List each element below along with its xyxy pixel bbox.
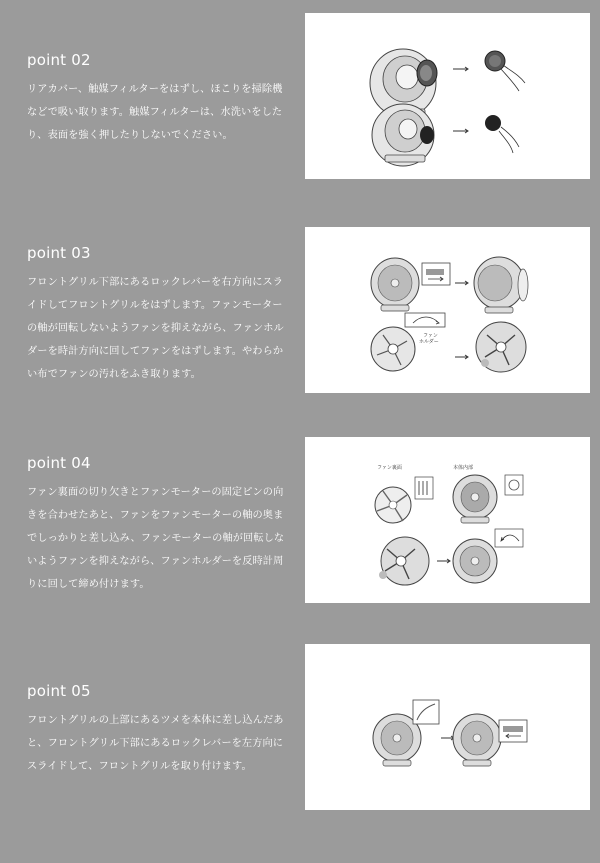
fan-back-label: ファン裏面 bbox=[377, 465, 402, 471]
grill-removed-illustration bbox=[474, 257, 528, 313]
point-04-illustration bbox=[305, 437, 590, 603]
fan-insert-illustration bbox=[379, 537, 429, 585]
fan-wipe-illustration bbox=[476, 322, 526, 372]
fan-filter-removed-illustration bbox=[372, 104, 434, 166]
motor-inside-illustration bbox=[453, 475, 523, 523]
point-description: フロントグリルの上部にあるツメを本体に差し込んだあ と、フロントグリル下部にあるロックレバーを左方向に スライドして、フロントグリルを取り付けます。 bbox=[27, 715, 284, 772]
grill-locked-illustration bbox=[453, 714, 527, 766]
front-grill-fan-illustration bbox=[371, 258, 419, 311]
point-description: リアカバー、触媒フィルターをはずし、ほこりを掃除機 などで吸い取ります。触媒フィルターは、水洗いをした り、表面を強く押したりしないでください。 bbox=[27, 84, 283, 141]
point-03-illustration bbox=[305, 227, 590, 393]
filter-wash-illustration bbox=[485, 115, 519, 153]
point-title: point 03 bbox=[27, 244, 91, 262]
point-description: フロントグリル下部にあるロックレバーを右方向にスラ イドしてフロントグリルをはずします。ファンモーター の軸が回転しないようファンを抑えながら、ファンホル ダーを時計方向に回してファンをはずします。やわらか い布でファンの汚れをふき取ります。 bbox=[27, 277, 284, 380]
point-description: ファン裏面の切り欠きとファンモーターの固定ピンの向 きを合わせたあと、ファンをファンモーターの軸の奥ま でしっかりと差し込み、ファンモーターの軸が回転しな いようファンを抑えながら、ファンホルダーを反時計周 りに回して締め付けます。 bbox=[27, 487, 285, 590]
point-02-illustration bbox=[305, 13, 590, 179]
fan-holder-tighten-illustration bbox=[453, 529, 523, 583]
point-05-illustration bbox=[305, 644, 590, 810]
lock-lever-callout bbox=[422, 263, 450, 285]
filter-cleaning-illustration bbox=[485, 51, 525, 91]
fan-back-illustration bbox=[375, 477, 433, 523]
fan-blades-illustration bbox=[371, 327, 415, 371]
point-title: point 04 bbox=[27, 454, 91, 472]
body-inside-label: 本体内部 bbox=[453, 465, 474, 471]
fan-holder-label: ファンホルダー bbox=[419, 333, 439, 345]
grill-attach-illustration bbox=[373, 700, 439, 766]
point-title: point 05 bbox=[27, 682, 91, 700]
point-title: point 02 bbox=[27, 51, 91, 69]
fan-holder-callout bbox=[405, 313, 445, 327]
